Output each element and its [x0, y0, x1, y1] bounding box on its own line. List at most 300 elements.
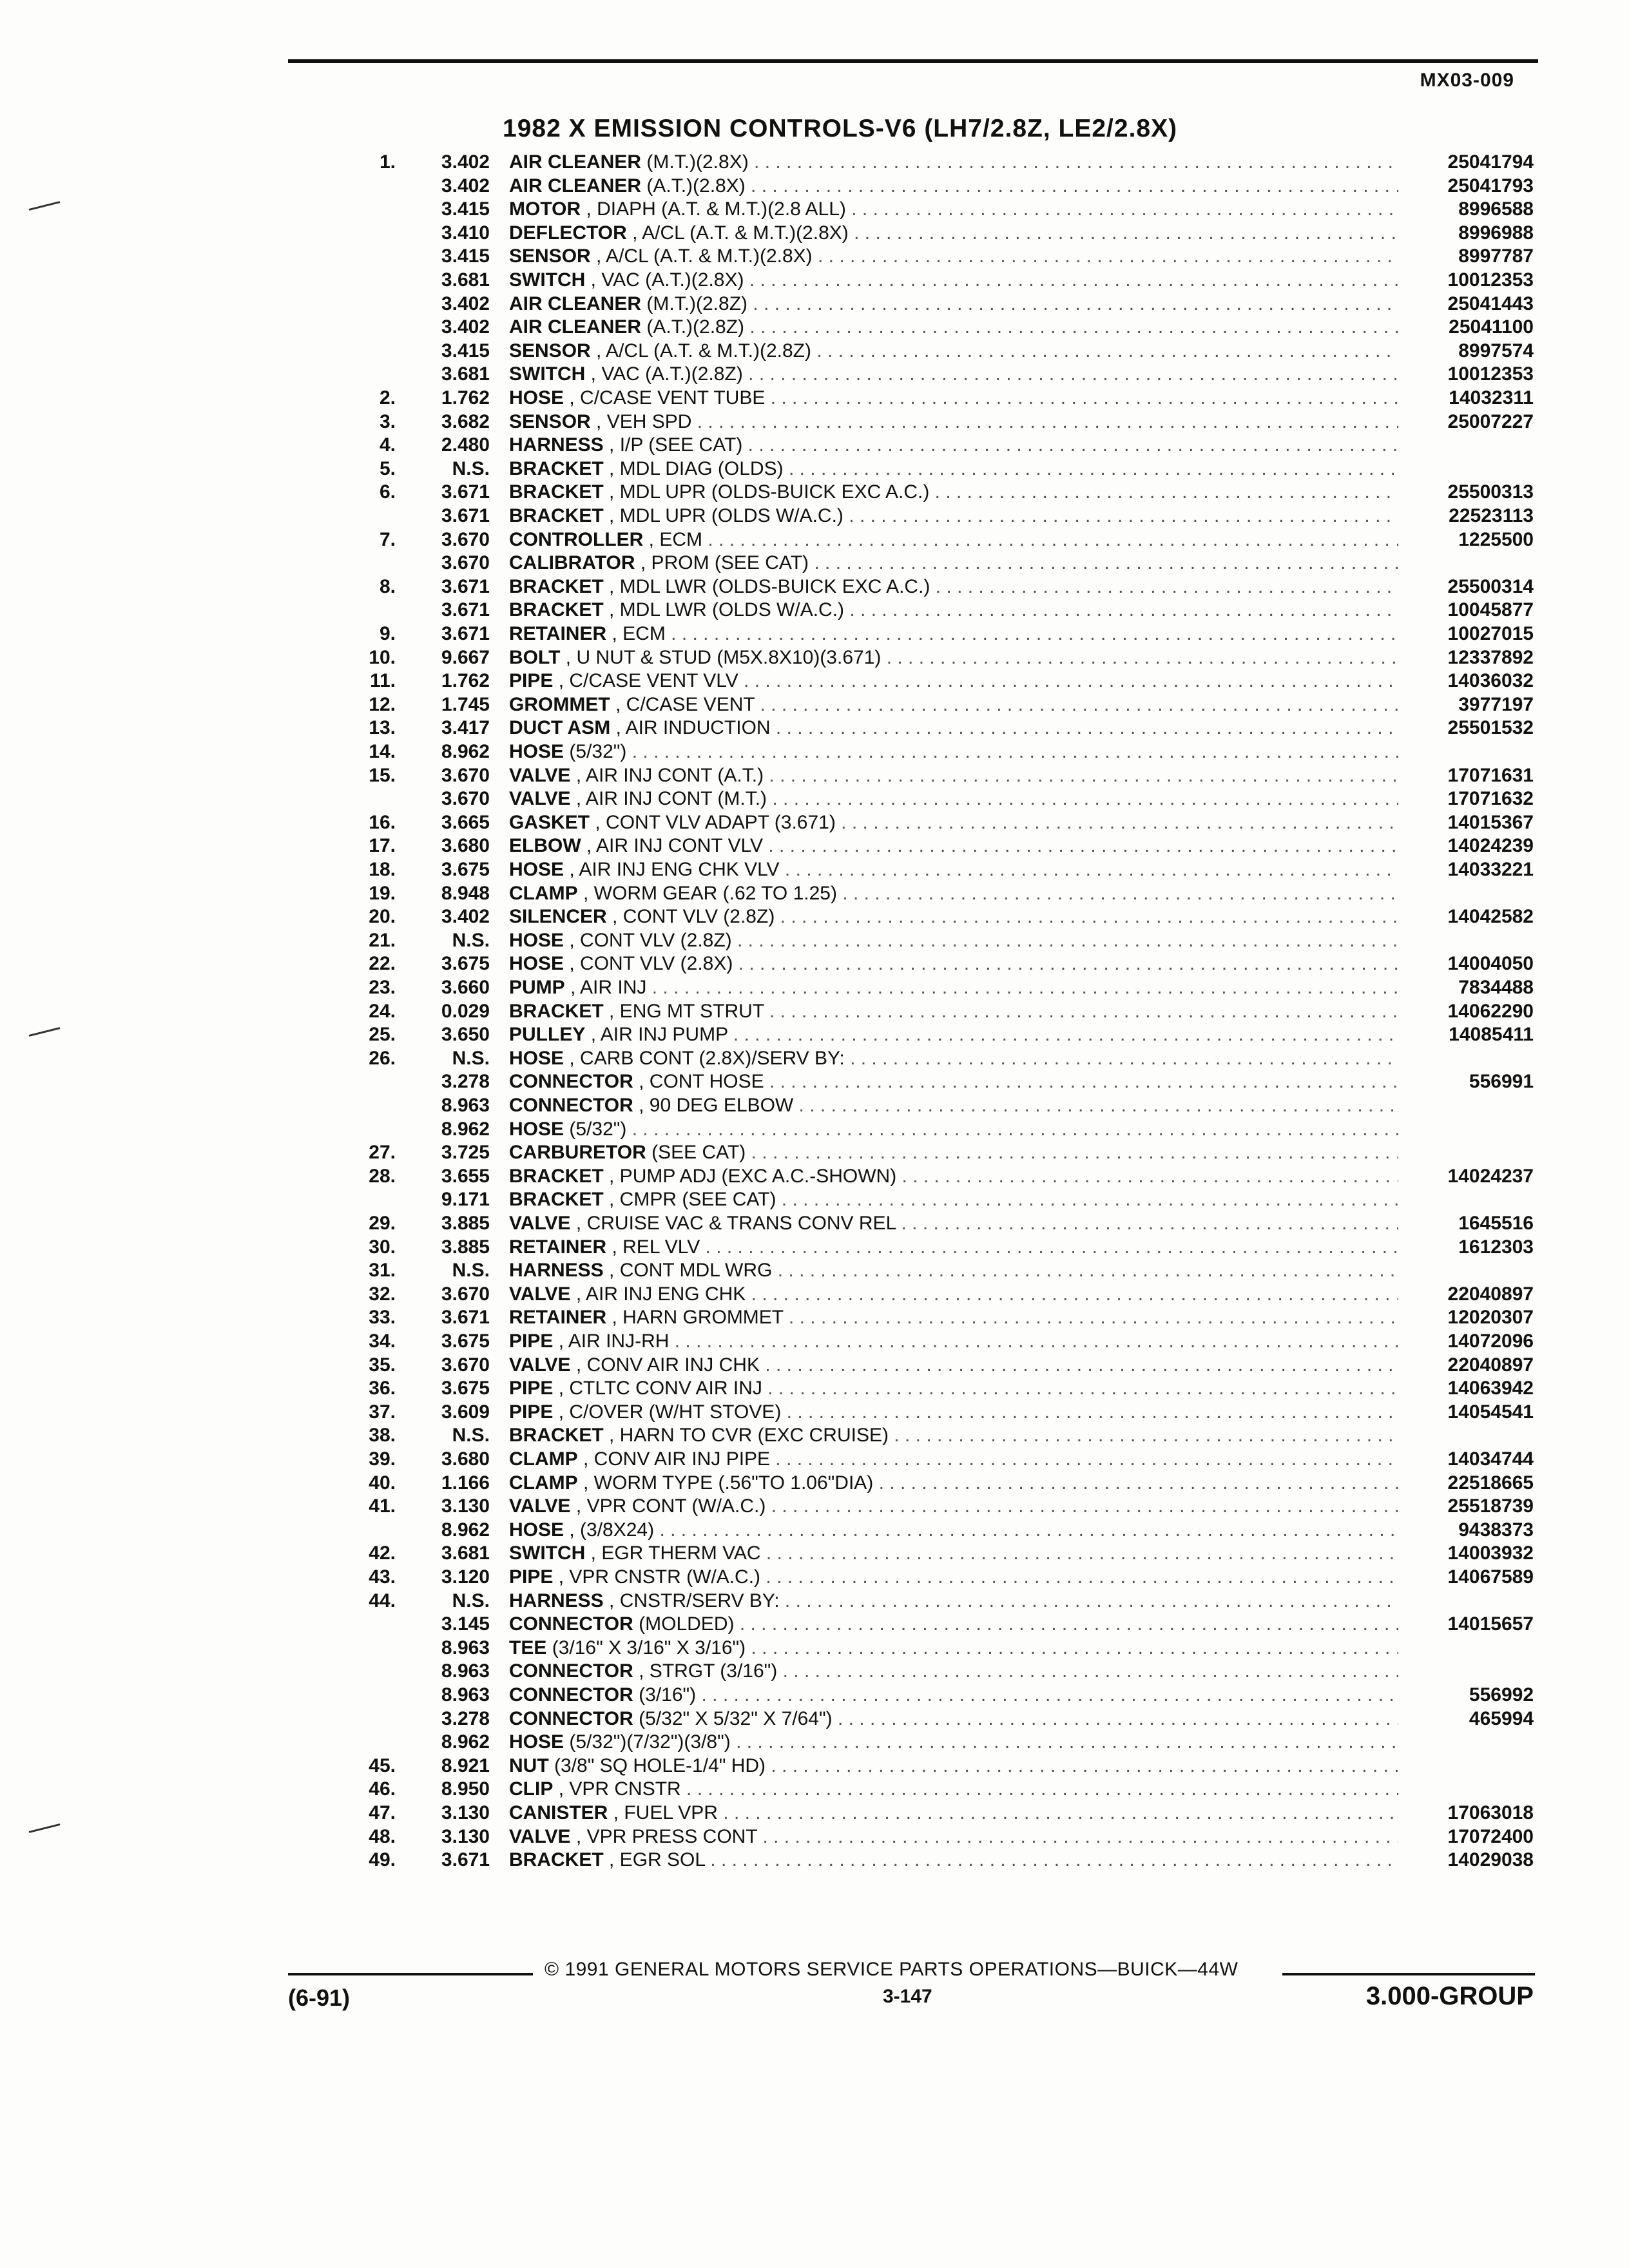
- part-detail: (5/32" X 5/32" X 7/64"): [639, 1707, 833, 1729]
- part-number: 14024237: [1447, 1165, 1534, 1187]
- part-row: [0, 1612, 1629, 1636]
- ref-number: 19.: [369, 882, 396, 904]
- part-number: 14085411: [1449, 1024, 1534, 1046]
- group-number: N.S.: [452, 1047, 490, 1069]
- group-number: 1.166: [441, 1472, 490, 1494]
- ref-number: 24.: [369, 1000, 396, 1022]
- group-number: 3.671: [441, 1307, 490, 1329]
- group-number: 3.670: [441, 528, 490, 550]
- group-number: 3.675: [441, 859, 490, 880]
- part-number: 25041794: [1447, 151, 1534, 173]
- ref-number: 36.: [369, 1378, 396, 1399]
- group-number: 3.670: [441, 764, 490, 786]
- part-name: VALVE: [509, 1213, 571, 1234]
- part-description: [509, 1518, 1398, 1542]
- part-description: [509, 622, 1398, 646]
- part-name: HARNESS: [509, 434, 604, 456]
- part-row: [0, 150, 1629, 174]
- part-row: [0, 787, 1629, 811]
- part-description: [509, 999, 1398, 1023]
- part-number: 1225500: [1458, 528, 1534, 550]
- part-number: 8997574: [1458, 340, 1534, 361]
- group-number: 3.671: [441, 599, 490, 621]
- part-row: [0, 881, 1629, 905]
- part-name: BRACKET: [509, 505, 604, 526]
- ref-number: 41.: [369, 1495, 396, 1517]
- part-row: [0, 1494, 1629, 1518]
- part-description: [509, 1400, 1398, 1424]
- ref-number: 21.: [369, 929, 396, 951]
- part-detail: (5/32")(7/32")(3/8"): [569, 1731, 731, 1753]
- part-detail: , C/OVER (W/HT STOVE): [558, 1401, 782, 1423]
- part-detail: , ENG MT STRUT: [609, 1000, 764, 1022]
- part-detail: , AIR INJ CONT (A.T.): [575, 764, 764, 786]
- part-name: DUCT ASM: [509, 717, 611, 739]
- part-number: 14015367: [1447, 811, 1534, 833]
- part-description: [509, 693, 1398, 716]
- group-number: 3.410: [441, 222, 490, 244]
- ref-number: 49.: [369, 1849, 396, 1871]
- part-number: 22518665: [1447, 1472, 1534, 1494]
- part-name: HARNESS: [509, 1590, 604, 1611]
- part-number: 14033221: [1447, 859, 1534, 880]
- group-number: 3.130: [441, 1495, 490, 1517]
- part-description: [509, 858, 1398, 881]
- part-detail: , STRGT (3/16"): [639, 1660, 778, 1682]
- part-row: [0, 598, 1629, 622]
- ref-number: 38.: [369, 1425, 396, 1446]
- part-detail: , ECM: [612, 623, 666, 644]
- part-number: 17063018: [1447, 1802, 1534, 1823]
- part-name: BRACKET: [509, 1000, 604, 1022]
- group-number: 3.681: [441, 1542, 490, 1564]
- part-row: [0, 740, 1629, 764]
- part-number: 25041443: [1447, 293, 1534, 314]
- part-detail: , MDL UPR (OLDS W/A.C.): [609, 505, 843, 526]
- part-detail: , CONT HOSE: [639, 1071, 764, 1093]
- part-name: HOSE: [509, 859, 564, 880]
- part-name: VALVE: [509, 1283, 571, 1305]
- part-number: 9438373: [1458, 1519, 1534, 1541]
- part-number: 14029038: [1447, 1849, 1534, 1871]
- group-number: 8.948: [441, 882, 490, 904]
- group-number: 3.655: [441, 1165, 490, 1187]
- part-row: [0, 457, 1629, 481]
- group-number: 1.762: [441, 670, 490, 692]
- group-number: 8.962: [441, 1731, 490, 1753]
- part-number: 14067589: [1447, 1566, 1534, 1588]
- part-detail: (A.T.)(2.8X): [646, 175, 746, 197]
- page-title: 1982 X EMISSION CONTROLS-V6 (LH7/2.8Z, LE2/2.8X): [503, 115, 1178, 142]
- part-row: [0, 693, 1629, 716]
- footer-group: 3.000-GROUP: [1365, 1982, 1534, 2010]
- ref-number: 35.: [369, 1354, 396, 1376]
- part-detail: , MDL LWR (OLDS W/A.C.): [609, 599, 845, 621]
- part-detail: , WORM GEAR (.62 TO 1.25): [583, 882, 837, 904]
- part-row: [0, 1235, 1629, 1259]
- part-number: 3977197: [1458, 693, 1534, 715]
- part-description: [509, 315, 1398, 339]
- group-number: 3.402: [441, 175, 490, 197]
- part-row: [0, 952, 1629, 975]
- part-description: [509, 1023, 1398, 1046]
- part-description: [509, 1187, 1398, 1211]
- footer-date: (6-91): [288, 1984, 351, 2011]
- part-name: CLAMP: [509, 1472, 578, 1494]
- group-number: 3.681: [441, 269, 490, 291]
- part-detail: (M.T.)(2.8X): [646, 151, 749, 173]
- part-name: PIPE: [509, 1378, 554, 1399]
- group-number: 8.950: [441, 1778, 490, 1800]
- ref-number: 9.: [379, 623, 396, 644]
- part-name: PIPE: [509, 1331, 554, 1352]
- ref-number: 12.: [369, 693, 396, 715]
- part-number: 14036032: [1447, 670, 1534, 692]
- part-name: CLIP: [509, 1778, 554, 1800]
- part-row: [0, 1801, 1629, 1825]
- part-description: [509, 646, 1398, 669]
- part-number: 12020307: [1447, 1307, 1534, 1329]
- part-row: [0, 1659, 1629, 1683]
- part-row: [0, 646, 1629, 669]
- part-row: [0, 1683, 1629, 1707]
- part-description: [509, 1329, 1398, 1353]
- group-number: 3.671: [441, 623, 490, 644]
- part-row: [0, 858, 1629, 881]
- part-name: CONNECTOR: [509, 1707, 633, 1729]
- part-detail: , C/CASE VENT: [615, 693, 755, 715]
- group-number: 3.680: [441, 835, 490, 857]
- part-detail: (3/16" X 3/16" X 3/16"): [552, 1637, 746, 1658]
- part-row: [0, 1565, 1629, 1589]
- part-detail: , REL VLV: [612, 1236, 700, 1258]
- part-name: HARNESS: [509, 1260, 604, 1282]
- ref-number: 27.: [369, 1142, 396, 1164]
- part-row: [0, 1848, 1629, 1872]
- part-number: 12337892: [1447, 646, 1534, 668]
- part-name: CONNECTOR: [509, 1684, 633, 1706]
- ref-number: 48.: [369, 1825, 396, 1847]
- part-row: [0, 764, 1629, 787]
- group-number: 3.278: [441, 1071, 490, 1093]
- part-detail: (5/32"): [569, 1118, 627, 1140]
- part-name: CANISTER: [509, 1802, 608, 1823]
- part-row: [0, 244, 1629, 268]
- ref-number: 45.: [369, 1754, 396, 1776]
- part-description: [509, 1235, 1398, 1259]
- part-row: [0, 1447, 1629, 1471]
- part-number: 14004050: [1447, 953, 1534, 975]
- ref-number: 14.: [369, 741, 396, 762]
- part-name: HOSE: [509, 1519, 564, 1541]
- part-detail: , MDL DIAG (OLDS): [609, 457, 784, 479]
- part-row: [0, 174, 1629, 198]
- part-number: 14003932: [1447, 1542, 1534, 1564]
- group-number: 3.415: [441, 198, 490, 220]
- group-number: 3.120: [441, 1566, 490, 1588]
- part-number: 14063942: [1447, 1378, 1534, 1399]
- group-number: 3.415: [441, 340, 490, 361]
- ref-number: 47.: [369, 1802, 396, 1823]
- part-number: 22523113: [1449, 505, 1534, 526]
- part-number: 1612303: [1458, 1236, 1534, 1258]
- group-number: 3.885: [441, 1213, 490, 1234]
- part-description: [509, 1777, 1398, 1801]
- part-row: [0, 1754, 1629, 1778]
- part-description: [509, 1164, 1398, 1188]
- ref-number: 20.: [369, 906, 396, 928]
- part-row: [0, 386, 1629, 410]
- group-number: 3.670: [441, 1283, 490, 1305]
- part-number: 14034744: [1447, 1448, 1534, 1470]
- ref-number: 15.: [369, 764, 396, 786]
- part-number: 10012353: [1447, 363, 1534, 385]
- group-number: 8.963: [441, 1095, 490, 1116]
- part-description: [509, 1683, 1398, 1707]
- group-number: 3.680: [441, 1448, 490, 1470]
- part-description: [509, 1093, 1398, 1117]
- part-description: [509, 433, 1398, 457]
- part-name: SENSOR: [509, 245, 591, 267]
- part-name: VALVE: [509, 1354, 571, 1376]
- part-name: CLAMP: [509, 882, 578, 904]
- group-number: 8.921: [441, 1754, 490, 1776]
- part-detail: , EGR THERM VAC: [590, 1542, 761, 1564]
- part-description: [509, 1258, 1398, 1282]
- part-name: PULLEY: [509, 1024, 586, 1046]
- group-number: 3.671: [441, 575, 490, 597]
- group-number: 3.278: [441, 1707, 490, 1729]
- group-number: 3.402: [441, 906, 490, 928]
- part-description: [509, 1494, 1398, 1518]
- part-name: ELBOW: [509, 835, 581, 857]
- part-description: [509, 952, 1398, 975]
- part-description: [509, 174, 1398, 198]
- part-name: TEE: [509, 1637, 547, 1658]
- part-description: [509, 1353, 1398, 1377]
- part-number: 22040897: [1447, 1354, 1534, 1376]
- group-number: 3.415: [441, 245, 490, 267]
- part-name: DEFLECTOR: [509, 222, 627, 244]
- group-number: 3.682: [441, 410, 490, 432]
- part-description: [509, 975, 1398, 999]
- part-detail: , CONV AIR INJ PIPE: [583, 1448, 771, 1470]
- part-name: HOSE: [509, 387, 564, 408]
- group-number: 8.962: [441, 1519, 490, 1541]
- top-rule: [288, 59, 1538, 63]
- part-name: BRACKET: [509, 1849, 604, 1871]
- part-description: [509, 669, 1398, 693]
- part-detail: , CONV AIR INJ CHK: [575, 1354, 760, 1376]
- part-description: [509, 598, 1398, 622]
- part-description: [509, 362, 1398, 386]
- group-number: 1.745: [441, 693, 490, 715]
- group-number: 3.670: [441, 552, 490, 574]
- part-row: [0, 221, 1629, 245]
- part-description: [509, 575, 1398, 599]
- ref-number: 22.: [369, 953, 396, 975]
- group-number: 3.609: [441, 1401, 490, 1423]
- part-detail: , CONT VLV (2.8Z): [569, 929, 732, 951]
- part-detail: , HARN TO CVR (EXC CRUISE): [609, 1425, 889, 1446]
- part-name: BRACKET: [509, 457, 604, 479]
- part-name: PUMP: [509, 977, 565, 998]
- part-row: [0, 1046, 1629, 1070]
- group-number: 8.962: [441, 741, 490, 762]
- part-row: [0, 480, 1629, 504]
- part-description: [509, 1541, 1398, 1565]
- part-name: AIR CLEANER: [509, 316, 642, 338]
- part-name: CONNECTOR: [509, 1613, 633, 1635]
- part-row: [0, 834, 1629, 858]
- part-detail: , A/CL (A.T. & M.T.)(2.8X): [632, 222, 849, 244]
- part-name: SWITCH: [509, 363, 586, 385]
- part-name: BRACKET: [509, 1425, 604, 1446]
- part-description: [509, 928, 1398, 952]
- part-name: HOSE: [509, 1731, 564, 1753]
- part-description: [509, 787, 1398, 811]
- ref-number: 6.: [379, 481, 396, 503]
- ref-number: 8.: [379, 575, 396, 597]
- group-number: 8.963: [441, 1637, 490, 1658]
- group-number: 9.667: [441, 646, 490, 668]
- group-number: N.S.: [452, 1260, 490, 1282]
- part-row: [0, 551, 1629, 575]
- group-number: 3.660: [441, 977, 490, 998]
- part-description: [509, 1447, 1398, 1471]
- part-row: [0, 1777, 1629, 1801]
- ref-number: 37.: [369, 1401, 396, 1423]
- ref-number: 32.: [369, 1283, 396, 1305]
- part-description: [509, 339, 1398, 363]
- part-row: [0, 504, 1629, 528]
- part-name: GASKET: [509, 811, 590, 833]
- part-name: CONNECTOR: [509, 1071, 633, 1093]
- part-description: [509, 1471, 1398, 1495]
- part-name: PIPE: [509, 670, 554, 692]
- ref-number: 4.: [379, 434, 396, 456]
- part-row: [0, 197, 1629, 221]
- footer-copyright: © 1991 GENERAL MOTORS SERVICE PARTS OPERATIONS—BUICK—44W: [545, 1959, 1239, 1980]
- ref-number: 2.: [379, 387, 396, 408]
- part-row: [0, 528, 1629, 552]
- part-number: 17072400: [1447, 1825, 1534, 1847]
- part-name: VALVE: [509, 764, 571, 786]
- part-description: [509, 1801, 1398, 1825]
- part-row: [0, 1023, 1629, 1046]
- part-name: BRACKET: [509, 575, 604, 597]
- ref-number: 1.: [379, 151, 396, 173]
- part-detail: , CNSTR/SERV BY:: [609, 1590, 780, 1611]
- group-number: 3.402: [441, 151, 490, 173]
- part-name: AIR CLEANER: [509, 293, 642, 314]
- part-description: [509, 811, 1398, 834]
- group-number: 3.675: [441, 1331, 490, 1352]
- part-detail: , VPR CNSTR: [558, 1778, 681, 1800]
- ref-number: 23.: [369, 977, 396, 998]
- part-number: 25041100: [1449, 316, 1534, 338]
- group-number: 3.671: [441, 1849, 490, 1871]
- page-number: 3-147: [883, 1986, 932, 2007]
- part-row: [0, 433, 1629, 457]
- ref-number: 7.: [379, 528, 396, 550]
- part-number: 8996588: [1458, 198, 1534, 220]
- part-name: BOLT: [509, 646, 561, 668]
- part-detail: (M.T.)(2.8Z): [646, 293, 748, 314]
- part-name: SWITCH: [509, 1542, 586, 1564]
- part-detail: , CRUISE VAC & TRANS CONV REL: [575, 1213, 896, 1234]
- part-detail: , ECM: [648, 528, 703, 550]
- part-name: HOSE: [509, 929, 564, 951]
- part-detail: , VAC (A.T.)(2.8X): [590, 269, 744, 291]
- group-number: N.S.: [452, 1590, 490, 1611]
- part-detail: (3/16"): [639, 1684, 697, 1706]
- part-number: 556992: [1469, 1684, 1534, 1706]
- ref-number: 28.: [369, 1165, 396, 1187]
- ref-number: 26.: [369, 1047, 396, 1069]
- part-description: [509, 551, 1398, 575]
- part-detail: , VPR CONT (W/A.C.): [575, 1495, 766, 1517]
- part-detail: , PROM (SEE CAT): [640, 552, 809, 574]
- part-detail: , FUEL VPR: [613, 1802, 718, 1823]
- part-number: 25518739: [1447, 1495, 1534, 1517]
- part-name: RETAINER: [509, 1236, 607, 1258]
- ref-number: 18.: [369, 859, 396, 880]
- group-number: 3.670: [441, 788, 490, 810]
- ref-number: 11.: [369, 670, 396, 692]
- ref-number: 34.: [369, 1331, 396, 1352]
- part-row: [0, 1282, 1629, 1306]
- part-description: [509, 1046, 1398, 1070]
- part-name: CARBURETOR: [509, 1142, 646, 1164]
- ref-number: 10.: [369, 646, 396, 668]
- group-number: 8.963: [441, 1684, 490, 1706]
- part-name: CLAMP: [509, 1448, 578, 1470]
- part-detail: , CONT VLV ADAPT (3.671): [595, 811, 836, 833]
- part-description: [509, 528, 1398, 552]
- part-number: 14054541: [1447, 1401, 1534, 1423]
- part-description: [509, 1423, 1398, 1447]
- part-row: [0, 575, 1629, 599]
- group-number: 3.670: [441, 1354, 490, 1376]
- ref-number: 3.: [379, 410, 396, 432]
- part-row: [0, 1140, 1629, 1164]
- part-number: 1645516: [1458, 1213, 1534, 1234]
- part-name: CONNECTOR: [509, 1660, 633, 1682]
- part-detail: , VPR PRESS CONT: [575, 1825, 758, 1847]
- part-description: [509, 1589, 1398, 1613]
- part-name: NUT: [509, 1754, 549, 1776]
- part-description: [509, 1636, 1398, 1660]
- part-row: [0, 362, 1629, 386]
- part-number: 25007227: [1447, 410, 1534, 432]
- part-detail: (A.T.)(2.8Z): [646, 316, 745, 338]
- group-number: 3.681: [441, 363, 490, 385]
- part-number: 17071631: [1447, 764, 1534, 786]
- part-detail: , MDL LWR (OLDS-BUICK EXC A.C.): [609, 575, 930, 597]
- part-detail: , AIR INJ: [570, 977, 647, 998]
- ref-number: 17.: [369, 835, 396, 857]
- group-number: 3.402: [441, 316, 490, 338]
- part-row: [0, 1730, 1629, 1754]
- part-row: [0, 1541, 1629, 1565]
- ref-number: 46.: [369, 1778, 396, 1800]
- part-number: 10027015: [1447, 623, 1534, 644]
- part-description: [509, 834, 1398, 858]
- group-number: 3.671: [441, 481, 490, 503]
- group-number: N.S.: [452, 929, 490, 951]
- ref-number: 25.: [369, 1024, 396, 1046]
